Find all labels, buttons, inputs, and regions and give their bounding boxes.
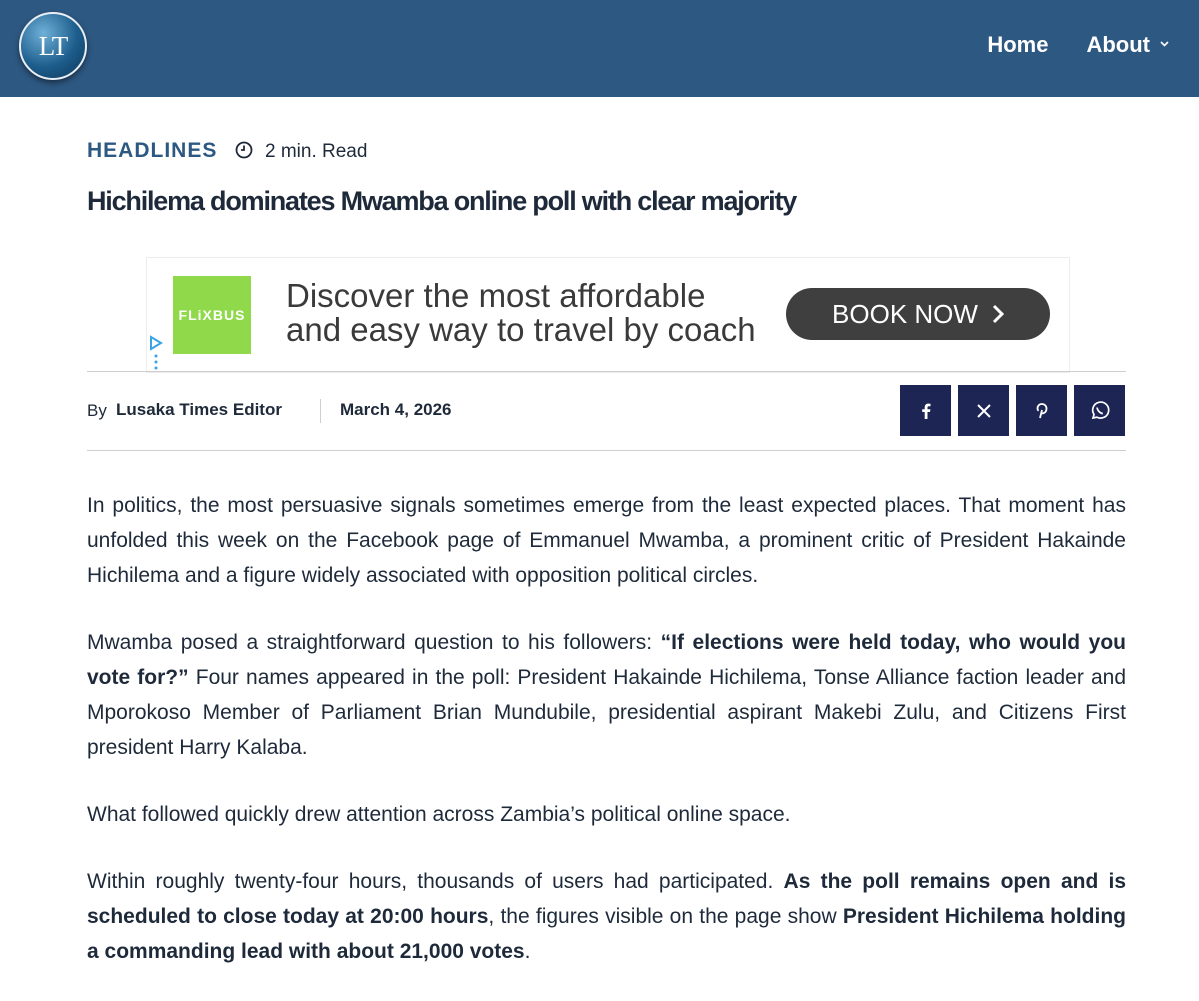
pinterest-icon	[1036, 403, 1048, 419]
nav-about[interactable]	[1086, 32, 1168, 58]
logo-text: LT	[38, 30, 68, 61]
paragraph-1: In politics, the most persuasive signals sometimes emerge from the least expected places. That moment has unfolded this week on the Facebook page of Emmanuel Mwamba, a prominent critic of President Hakainde Hichilema and a figure widely associated with opposition political circles.	[87, 494, 1126, 587]
whatsapp-icon	[1090, 401, 1110, 421]
ad-line-1: Discover the most affordable	[286, 277, 706, 314]
poll-question: “If elections were held today, who would you vote for?”	[87, 631, 1127, 689]
share-whatsapp-button[interactable]	[1074, 385, 1125, 436]
chevron-right-icon	[992, 304, 1004, 324]
paragraph-2-text-a: Mwamba posed a straightforward question to his followers:	[87, 631, 661, 654]
paragraph-4-text-c: , the figures visible on the page show	[488, 905, 843, 928]
share-pinterest-button[interactable]	[1016, 385, 1067, 436]
lead-statement: President Hichilema holding a commanding lead with about 21,000 votes	[87, 905, 1126, 963]
ad-choices-icon[interactable]	[148, 334, 164, 370]
ad-cta-label: BOOK NOW	[832, 298, 978, 329]
site-header	[0, 0, 1199, 97]
author-link[interactable]: Lusaka Times Editor	[116, 400, 282, 419]
paragraph-2-text-c: Four names appeared in the poll: President Hakainde Hichilema, Tonse Alliance faction leader and Mporokoso Member of Parliament Brian Mundubile, presidential aspirant Makebi Zulu, and Citizens First president Harry Kalaba.	[87, 666, 1127, 759]
facebook-icon	[921, 403, 931, 419]
ad-brand-logo	[173, 276, 251, 354]
divider-top	[87, 371, 1126, 372]
byline-separator	[320, 399, 321, 423]
byline-prefix: By	[87, 401, 107, 420]
chevron-down-icon	[1160, 41, 1168, 49]
divider-bottom	[87, 450, 1126, 451]
nav-home[interactable]	[987, 32, 1048, 58]
poll-close-notice: As the poll remains open and is scheduled to close today at 20:00 hours	[87, 870, 1126, 928]
article-body	[87, 488, 1126, 1001]
nav-home-label: Home	[987, 32, 1049, 57]
share-facebook-button[interactable]	[900, 385, 951, 436]
paragraph-4	[87, 864, 1126, 969]
paragraph-3: What followed quickly drew attention across Zambia’s political online space.	[87, 803, 791, 826]
ad-line-2: and easy way to travel by coach	[286, 311, 756, 348]
article-category[interactable]: HEADLINES	[87, 139, 218, 162]
site-logo[interactable]	[19, 12, 87, 80]
article-title: Hichilema dominates Mwamba online poll with clear majority	[87, 186, 797, 216]
ad-banner[interactable]	[146, 257, 1070, 373]
ad-copy	[286, 279, 756, 347]
share-x-button[interactable]	[958, 385, 1009, 436]
ad-brand-text: FLiXBUS	[178, 307, 246, 323]
paragraph-4-text-a: Within roughly twenty-four hours, thousands of users had participated.	[87, 870, 784, 893]
ad-book-now-button[interactable]	[786, 288, 1050, 340]
paragraph-4-text-e: .	[524, 940, 531, 963]
paragraph-2	[87, 625, 1126, 765]
nav-about-label: About	[1086, 32, 1150, 57]
share-buttons	[900, 385, 1125, 436]
read-time: 2 min. Read	[265, 141, 368, 162]
x-icon	[976, 403, 992, 419]
clock-icon	[235, 141, 253, 159]
main-nav	[987, 32, 1199, 58]
publish-date: March 4, 2026	[340, 400, 452, 419]
